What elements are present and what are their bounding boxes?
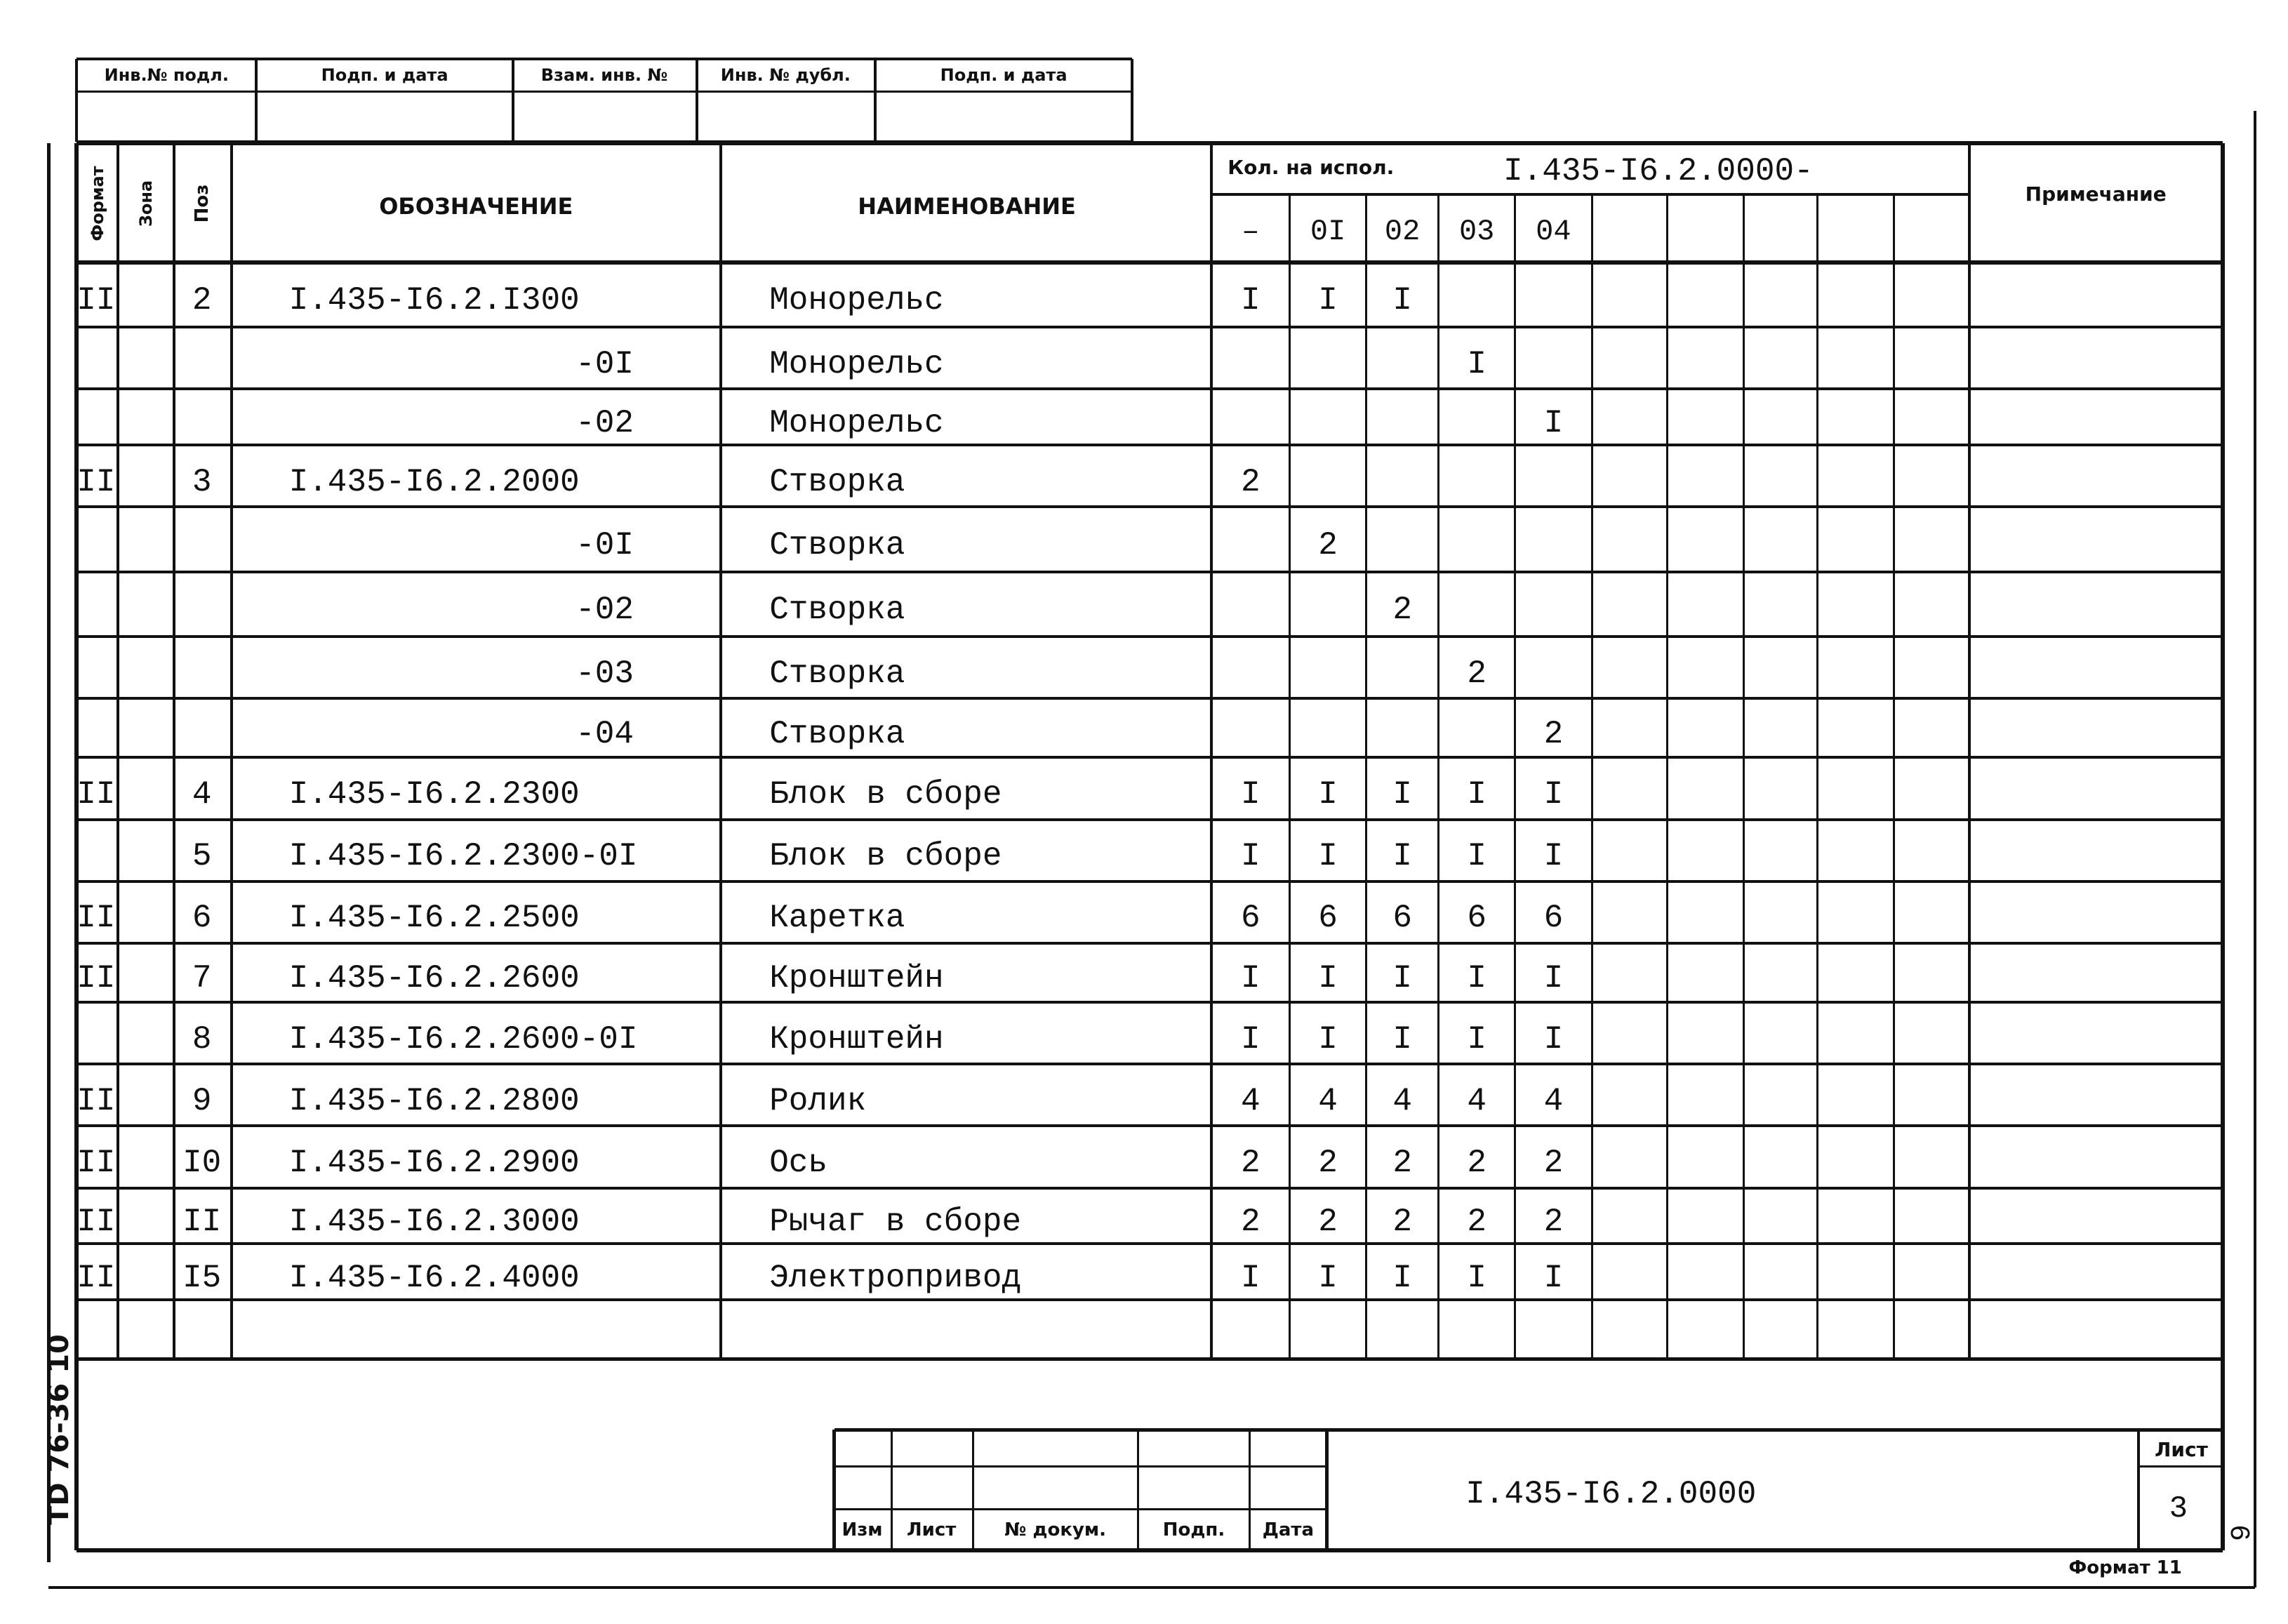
row-designation: -03 xyxy=(576,655,634,692)
row-designation: I.435-I6.2.2000 xyxy=(288,463,580,500)
title-divider xyxy=(891,1430,893,1550)
row-qty: 2 xyxy=(1543,715,1564,752)
title-divider xyxy=(1249,1430,1251,1550)
row-designation: I.435-I6.2.3000 xyxy=(288,1203,580,1240)
row-qty: I xyxy=(1543,776,1564,813)
row-qty: I xyxy=(1318,838,1338,875)
frame-right xyxy=(2221,143,2225,1551)
row-pos: 4 xyxy=(192,776,212,813)
row-qty: I xyxy=(1318,776,1338,813)
table-bottom-line xyxy=(77,1357,2223,1361)
header-designation: ОБОЗНАЧЕНИЕ xyxy=(379,193,573,220)
row-qty: I xyxy=(1241,1020,1261,1058)
title-top-line xyxy=(834,1428,2223,1432)
row-qty: 4 xyxy=(1241,1082,1261,1119)
row-designation: -02 xyxy=(576,404,634,441)
row-name: Монорельс xyxy=(769,282,944,319)
row-qty: 4 xyxy=(1467,1082,1486,1119)
row-qty: I xyxy=(1467,776,1486,813)
row-line xyxy=(77,880,2223,883)
row-line xyxy=(77,1187,2223,1190)
row-designation: -0I xyxy=(576,527,634,564)
sheet-value: 3 xyxy=(2169,1491,2188,1527)
row-qty: I xyxy=(1392,1020,1412,1058)
row-format: II xyxy=(77,1144,116,1181)
row-designation: I.435-I6.2.I300 xyxy=(288,282,580,319)
row-pos: I0 xyxy=(182,1144,222,1181)
row-qty: 6 xyxy=(1392,900,1412,937)
stamp-divider xyxy=(512,59,514,142)
row-qty: 6 xyxy=(1241,900,1261,937)
row-line xyxy=(77,505,2223,508)
row-qty: I xyxy=(1543,960,1564,997)
row-format: II xyxy=(77,463,116,500)
row-designation: I.435-I6.2.2800 xyxy=(288,1082,580,1119)
title-row-line xyxy=(834,1465,1326,1467)
header-variant: 03 xyxy=(1458,214,1495,248)
title-divider xyxy=(1137,1430,1139,1550)
row-name: Ось xyxy=(769,1144,828,1181)
qty-column-line xyxy=(1289,194,1291,1359)
row-pos: 8 xyxy=(192,1020,212,1058)
row-qty: 2 xyxy=(1241,463,1261,500)
header-qty-doc: I.435-I6.2.0000- xyxy=(1503,152,1814,189)
row-format: II xyxy=(77,1259,116,1296)
stamp-label: Инв. № дубл. xyxy=(720,65,851,86)
row-pos: 2 xyxy=(192,282,212,319)
row-line xyxy=(77,387,2223,390)
stamp-label: Подп. и дата xyxy=(321,65,448,86)
row-name: Кронштейн xyxy=(769,960,944,997)
row-qty: I xyxy=(1392,1259,1412,1296)
title-divider xyxy=(1325,1430,1329,1550)
row-name: Створка xyxy=(769,463,905,500)
row-qty: I xyxy=(1241,1259,1261,1296)
row-designation: I.435-I6.2.2600 xyxy=(288,960,580,997)
row-name: Створка xyxy=(769,655,905,692)
row-qty: I xyxy=(1392,282,1412,319)
title-divider xyxy=(972,1430,974,1550)
row-qty: I xyxy=(1543,404,1564,441)
row-name: Каретка xyxy=(769,900,905,937)
row-qty: 6 xyxy=(1467,900,1486,937)
row-pos: II xyxy=(182,1203,222,1240)
sheet-label-line xyxy=(2139,1465,2223,1467)
qty-column-line xyxy=(1666,194,1668,1359)
row-qty: I xyxy=(1392,960,1412,997)
stamp-divider xyxy=(1131,59,1133,142)
row-name: Монорельс xyxy=(769,404,944,441)
stamp-label: Инв.№ подл. xyxy=(104,65,229,86)
row-qty: 2 xyxy=(1467,1203,1486,1240)
stamp-divider xyxy=(874,59,877,142)
row-designation: I.435-I6.2.2300 xyxy=(288,776,580,813)
row-name: Монорельс xyxy=(769,345,944,382)
row-name: Створка xyxy=(769,715,905,752)
row-pos: I5 xyxy=(182,1259,222,1296)
row-pos: 7 xyxy=(192,960,212,997)
row-designation: I.435-I6.2.2600-0I xyxy=(288,1020,638,1058)
row-line xyxy=(77,1298,2223,1301)
qty-column-line xyxy=(1365,194,1367,1359)
frame-top xyxy=(77,141,2223,145)
row-qty: I xyxy=(1318,1259,1338,1296)
header-note: Примечание xyxy=(2025,182,2167,206)
title-left-line xyxy=(832,1430,836,1550)
row-format: II xyxy=(77,900,116,937)
stamp-label: Взам. инв. № xyxy=(540,65,668,86)
row-qty: I xyxy=(1467,345,1486,382)
row-designation: -0I xyxy=(576,345,634,382)
row-qty: I xyxy=(1241,960,1261,997)
title-block-label: Подп. xyxy=(1162,1519,1225,1540)
row-name: Створка xyxy=(769,527,905,564)
row-line xyxy=(77,571,2223,573)
row-line xyxy=(77,635,2223,638)
title-block-label: № докум. xyxy=(1004,1519,1107,1540)
row-line xyxy=(77,1001,2223,1004)
row-designation: I.435-I6.2.2300-0I xyxy=(288,838,638,875)
row-format: II xyxy=(77,282,116,319)
row-qty: 6 xyxy=(1318,900,1338,937)
header-qty-label: Кол. на испол. xyxy=(1228,156,1395,180)
footer-format: Формат 11 xyxy=(2068,1557,2182,1579)
header-variant: – xyxy=(1242,214,1260,248)
row-qty: 4 xyxy=(1318,1082,1338,1119)
header-format: Формат xyxy=(87,166,107,241)
row-qty: 2 xyxy=(1543,1144,1564,1181)
row-format: II xyxy=(77,776,116,813)
title-block-label: Лист xyxy=(907,1519,957,1540)
title-doc-number: I.435-I6.2.0000 xyxy=(1465,1476,1757,1513)
header-bottom xyxy=(77,260,2223,265)
row-qty: 2 xyxy=(1318,1144,1338,1181)
stamp-divider xyxy=(255,59,258,142)
stamp-mid-line xyxy=(77,91,1132,93)
frame-left xyxy=(74,143,79,1551)
row-qty: 4 xyxy=(1543,1082,1564,1119)
row-qty: I xyxy=(1467,838,1486,875)
row-pos: 5 xyxy=(192,838,212,875)
row-qty: 2 xyxy=(1392,1203,1412,1240)
row-line xyxy=(77,326,2223,328)
row-name: Электропривод xyxy=(769,1259,1022,1296)
stamp-top-line xyxy=(77,58,1132,60)
row-qty: I xyxy=(1467,1020,1486,1058)
row-format: II xyxy=(77,960,116,997)
row-qty: 4 xyxy=(1392,1082,1412,1119)
footer-line xyxy=(48,1586,2255,1589)
header-variant: 02 xyxy=(1384,214,1421,248)
row-qty: 2 xyxy=(1392,592,1412,629)
corner-mark: 6 xyxy=(2221,1524,2254,1542)
qty-column-line xyxy=(1514,194,1516,1359)
row-line xyxy=(77,697,2223,700)
row-qty: I xyxy=(1318,960,1338,997)
row-designation: I.435-I6.2.2900 xyxy=(288,1144,580,1181)
row-line xyxy=(77,818,2223,821)
row-designation: I.435-I6.2.2500 xyxy=(288,900,580,937)
margin-code: TD 76-36 10 xyxy=(43,1334,75,1525)
row-qty: I xyxy=(1241,838,1261,875)
row-qty: I xyxy=(1241,776,1261,813)
row-designation: -04 xyxy=(576,715,634,752)
qty-column-line xyxy=(1591,194,1593,1359)
row-name: Блок в сборе xyxy=(769,776,1002,813)
row-line xyxy=(77,444,2223,446)
row-qty: I xyxy=(1467,960,1486,997)
row-line xyxy=(77,756,2223,759)
stamp-divider xyxy=(696,59,698,142)
row-qty: I xyxy=(1392,838,1412,875)
row-qty: 2 xyxy=(1467,655,1486,692)
title-block-label: Дата xyxy=(1262,1519,1315,1540)
qty-column-line xyxy=(1437,194,1439,1359)
row-qty: 2 xyxy=(1467,1144,1486,1181)
row-line xyxy=(77,1242,2223,1245)
row-format: II xyxy=(77,1203,116,1240)
row-qty: I xyxy=(1543,1020,1564,1058)
row-qty: I xyxy=(1467,1259,1486,1296)
qty-column-line xyxy=(1893,194,1895,1359)
sheet-label: Лист xyxy=(2155,1438,2208,1462)
row-line xyxy=(77,1063,2223,1065)
row-designation: I.435-I6.2.4000 xyxy=(288,1259,580,1296)
row-qty: I xyxy=(1543,1259,1564,1296)
stamp-divider xyxy=(75,59,78,142)
row-qty: 6 xyxy=(1543,900,1564,937)
header-variant: 0I xyxy=(1310,214,1346,248)
frame-bottom xyxy=(77,1548,2223,1552)
row-line xyxy=(77,1124,2223,1127)
row-format: II xyxy=(77,1082,116,1119)
row-qty: 2 xyxy=(1318,1203,1338,1240)
row-qty: I xyxy=(1392,776,1412,813)
header-variant: 04 xyxy=(1536,214,1571,248)
row-qty: 2 xyxy=(1241,1144,1261,1181)
row-pos: 3 xyxy=(192,463,212,500)
title-row-line xyxy=(834,1508,1326,1510)
row-designation: -02 xyxy=(576,592,634,629)
row-qty: 2 xyxy=(1318,527,1338,564)
qty-column-line xyxy=(1743,194,1745,1359)
row-name: Ролик xyxy=(769,1082,867,1119)
right-margin-line xyxy=(2254,111,2256,1588)
row-qty: I xyxy=(1241,282,1261,319)
header-zone: Зона xyxy=(135,180,156,227)
sheet-divider xyxy=(2137,1430,2140,1550)
row-qty: I xyxy=(1318,1020,1338,1058)
qty-column-line xyxy=(1816,194,1818,1359)
row-qty: I xyxy=(1543,838,1564,875)
row-qty: I xyxy=(1318,282,1338,319)
header-pos: Поз xyxy=(191,184,213,223)
title-block-label: Изм xyxy=(842,1519,883,1540)
row-name: Кронштейн xyxy=(769,1020,944,1058)
row-qty: 2 xyxy=(1392,1144,1412,1181)
stamp-label: Подп. и дата xyxy=(940,65,1067,86)
row-name: Блок в сборе xyxy=(769,838,1002,875)
header-name: НАИМЕНОВАНИЕ xyxy=(858,193,1076,220)
row-qty: 2 xyxy=(1543,1203,1564,1240)
row-qty: 2 xyxy=(1241,1203,1261,1240)
row-pos: 9 xyxy=(192,1082,212,1119)
row-line xyxy=(77,942,2223,945)
row-name: Рычаг в сборе xyxy=(769,1203,1022,1240)
row-name: Створка xyxy=(769,592,905,629)
row-pos: 6 xyxy=(192,900,212,937)
